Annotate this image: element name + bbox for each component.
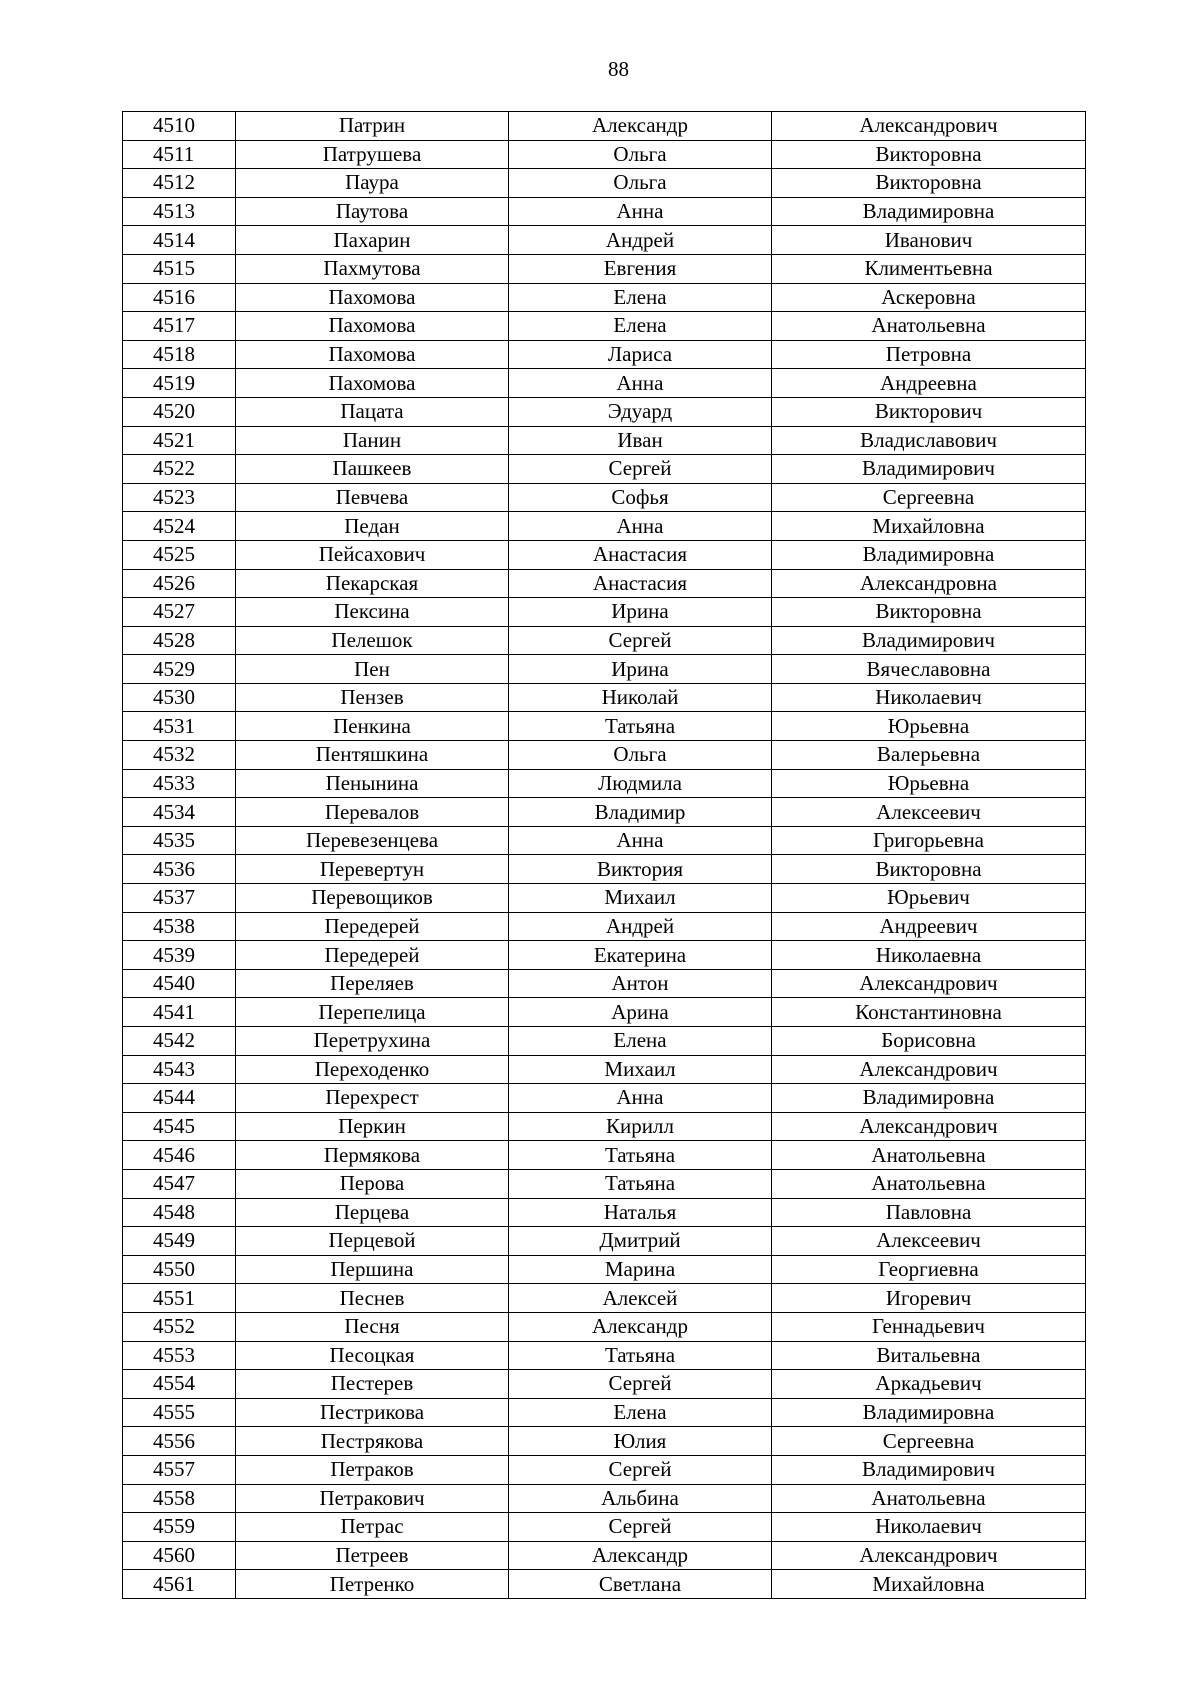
- table-row: [123, 683, 1086, 712]
- last-name: Пахомова: [236, 369, 509, 398]
- last-name: Пахомова: [236, 340, 509, 369]
- table-row: [123, 655, 1086, 684]
- table-row: [123, 1312, 1086, 1341]
- last-name: Перевезенцева: [236, 826, 509, 855]
- last-name: Першина: [236, 1255, 509, 1284]
- table-row: [123, 712, 1086, 741]
- patronymic: Андреевна: [772, 369, 1086, 398]
- last-name: Петракович: [236, 1484, 509, 1513]
- table-row: [123, 1541, 1086, 1570]
- table-row: [123, 1570, 1086, 1599]
- record-number: 4525: [123, 540, 236, 569]
- patronymic: Владиславович: [772, 426, 1086, 455]
- patronymic: Климентьевна: [772, 254, 1086, 283]
- registry-table-body: [123, 112, 1086, 1599]
- table-row: [123, 1141, 1086, 1170]
- last-name: Пекарская: [236, 569, 509, 598]
- patronymic: Юрьевич: [772, 884, 1086, 913]
- first-name: Сергей: [509, 1455, 772, 1484]
- patronymic: Петровна: [772, 340, 1086, 369]
- first-name: Наталья: [509, 1198, 772, 1227]
- patronymic: Николаевич: [772, 1513, 1086, 1542]
- record-number: 4534: [123, 798, 236, 827]
- last-name: Пенынина: [236, 769, 509, 798]
- patronymic: Аркадьевич: [772, 1370, 1086, 1399]
- first-name: Анна: [509, 512, 772, 541]
- table-row: [123, 426, 1086, 455]
- last-name: Пахомова: [236, 283, 509, 312]
- record-number: 4520: [123, 397, 236, 426]
- first-name: Ольга: [509, 140, 772, 169]
- record-number: 4552: [123, 1312, 236, 1341]
- record-number: 4540: [123, 969, 236, 998]
- first-name: Татьяна: [509, 712, 772, 741]
- table-row: [123, 312, 1086, 341]
- table-row: [123, 998, 1086, 1027]
- patronymic: Викторовна: [772, 169, 1086, 198]
- last-name: Пензев: [236, 683, 509, 712]
- record-number: 4546: [123, 1141, 236, 1170]
- table-row: [123, 1027, 1086, 1056]
- patronymic: Викторович: [772, 397, 1086, 426]
- record-number: 4536: [123, 855, 236, 884]
- last-name: Пахмутова: [236, 254, 509, 283]
- first-name: Кирилл: [509, 1112, 772, 1141]
- last-name: Передерей: [236, 941, 509, 970]
- first-name: Людмила: [509, 769, 772, 798]
- patronymic: Владимировна: [772, 1084, 1086, 1113]
- patronymic: Павловна: [772, 1198, 1086, 1227]
- patronymic: Владимирович: [772, 626, 1086, 655]
- patronymic: Александрович: [772, 1112, 1086, 1141]
- last-name: Пексина: [236, 598, 509, 627]
- last-name: Петреев: [236, 1541, 509, 1570]
- last-name: Патрушева: [236, 140, 509, 169]
- patronymic: Игоревич: [772, 1284, 1086, 1313]
- last-name: Перова: [236, 1169, 509, 1198]
- first-name: Елена: [509, 312, 772, 341]
- patronymic: Викторовна: [772, 140, 1086, 169]
- record-number: 4553: [123, 1341, 236, 1370]
- table-row: [123, 1084, 1086, 1113]
- table-row: [123, 884, 1086, 913]
- last-name: Перевалов: [236, 798, 509, 827]
- record-number: 4544: [123, 1084, 236, 1113]
- table-row: [123, 1169, 1086, 1198]
- record-number: 4535: [123, 826, 236, 855]
- record-number: 4533: [123, 769, 236, 798]
- first-name: Елена: [509, 1027, 772, 1056]
- record-number: 4541: [123, 998, 236, 1027]
- record-number: 4510: [123, 112, 236, 141]
- table-row: [123, 1370, 1086, 1399]
- first-name: Иван: [509, 426, 772, 455]
- table-row: [123, 1427, 1086, 1456]
- first-name: Сергей: [509, 1370, 772, 1399]
- record-number: 4549: [123, 1227, 236, 1256]
- first-name: Анастасия: [509, 540, 772, 569]
- record-number: 4517: [123, 312, 236, 341]
- first-name: Сергей: [509, 626, 772, 655]
- patronymic: Викторовна: [772, 855, 1086, 884]
- patronymic: Александрович: [772, 969, 1086, 998]
- last-name: Перевертун: [236, 855, 509, 884]
- record-number: 4527: [123, 598, 236, 627]
- first-name: Александр: [509, 1312, 772, 1341]
- last-name: Переляев: [236, 969, 509, 998]
- patronymic: Владимирович: [772, 1455, 1086, 1484]
- patronymic: Анатольевна: [772, 1141, 1086, 1170]
- first-name: Дмитрий: [509, 1227, 772, 1256]
- record-number: 4548: [123, 1198, 236, 1227]
- record-number: 4538: [123, 912, 236, 941]
- patronymic: Валерьевна: [772, 741, 1086, 770]
- page-number: 88: [608, 57, 629, 81]
- last-name: Педан: [236, 512, 509, 541]
- record-number: 4516: [123, 283, 236, 312]
- table-row: [123, 826, 1086, 855]
- last-name: Пермякова: [236, 1141, 509, 1170]
- last-name: Паура: [236, 169, 509, 198]
- patronymic: Александрович: [772, 1055, 1086, 1084]
- first-name: Елена: [509, 1398, 772, 1427]
- record-number: 4545: [123, 1112, 236, 1141]
- patronymic: Вячеславовна: [772, 655, 1086, 684]
- record-number: 4543: [123, 1055, 236, 1084]
- first-name: Анна: [509, 197, 772, 226]
- record-number: 4528: [123, 626, 236, 655]
- table-row: [123, 512, 1086, 541]
- first-name: Виктория: [509, 855, 772, 884]
- last-name: Панин: [236, 426, 509, 455]
- patronymic: Сергеевна: [772, 483, 1086, 512]
- table-row: [123, 1255, 1086, 1284]
- patronymic: Анатольевна: [772, 312, 1086, 341]
- patronymic: Николаевна: [772, 941, 1086, 970]
- table-row: [123, 855, 1086, 884]
- last-name: Пенкина: [236, 712, 509, 741]
- record-number: 4547: [123, 1169, 236, 1198]
- patronymic: Владимировна: [772, 540, 1086, 569]
- last-name: Песнев: [236, 1284, 509, 1313]
- last-name: Петраков: [236, 1455, 509, 1484]
- patronymic: Александровна: [772, 569, 1086, 598]
- table-row: [123, 226, 1086, 255]
- last-name: Паутова: [236, 197, 509, 226]
- last-name: Патрин: [236, 112, 509, 141]
- first-name: Анастасия: [509, 569, 772, 598]
- first-name: Ирина: [509, 598, 772, 627]
- record-number: 4523: [123, 483, 236, 512]
- record-number: 4511: [123, 140, 236, 169]
- record-number: 4513: [123, 197, 236, 226]
- patronymic: Георгиевна: [772, 1255, 1086, 1284]
- record-number: 4550: [123, 1255, 236, 1284]
- record-number: 4554: [123, 1370, 236, 1399]
- table-row: [123, 769, 1086, 798]
- last-name: Пен: [236, 655, 509, 684]
- table-row: [123, 912, 1086, 941]
- record-number: 4529: [123, 655, 236, 684]
- record-number: 4519: [123, 369, 236, 398]
- patronymic: Борисовна: [772, 1027, 1086, 1056]
- record-number: 4524: [123, 512, 236, 541]
- record-number: 4537: [123, 884, 236, 913]
- record-number: 4530: [123, 683, 236, 712]
- record-number: 4521: [123, 426, 236, 455]
- first-name: Светлана: [509, 1570, 772, 1599]
- first-name: Владимир: [509, 798, 772, 827]
- table-row: [123, 741, 1086, 770]
- table-row: [123, 340, 1086, 369]
- first-name: Михаил: [509, 1055, 772, 1084]
- table-row: [123, 1227, 1086, 1256]
- table-row: [123, 1341, 1086, 1370]
- first-name: Андрей: [509, 226, 772, 255]
- record-number: 4542: [123, 1027, 236, 1056]
- table-row: [123, 1198, 1086, 1227]
- first-name: Елена: [509, 283, 772, 312]
- table-row: [123, 197, 1086, 226]
- first-name: Александр: [509, 1541, 772, 1570]
- record-number: 4514: [123, 226, 236, 255]
- record-number: 4561: [123, 1570, 236, 1599]
- table-row: [123, 1455, 1086, 1484]
- first-name: Софья: [509, 483, 772, 512]
- record-number: 4531: [123, 712, 236, 741]
- last-name: Пелешок: [236, 626, 509, 655]
- patronymic: Григорьевна: [772, 826, 1086, 855]
- table-row: [123, 169, 1086, 198]
- patronymic: Геннадьевич: [772, 1312, 1086, 1341]
- patronymic: Михайловна: [772, 512, 1086, 541]
- patronymic: Михайловна: [772, 1570, 1086, 1599]
- first-name: Альбина: [509, 1484, 772, 1513]
- patronymic: Александрович: [772, 112, 1086, 141]
- table-row: [123, 397, 1086, 426]
- first-name: Татьяна: [509, 1341, 772, 1370]
- registry-table: [122, 111, 1086, 1599]
- last-name: Песоцкая: [236, 1341, 509, 1370]
- first-name: Ирина: [509, 655, 772, 684]
- patronymic: Анатольевна: [772, 1169, 1086, 1198]
- last-name: Пахомова: [236, 312, 509, 341]
- patronymic: Андреевич: [772, 912, 1086, 941]
- first-name: Михаил: [509, 884, 772, 913]
- record-number: 4551: [123, 1284, 236, 1313]
- table-row: [123, 369, 1086, 398]
- last-name: Передерей: [236, 912, 509, 941]
- last-name: Пестрякова: [236, 1427, 509, 1456]
- last-name: Перетрухина: [236, 1027, 509, 1056]
- first-name: Евгения: [509, 254, 772, 283]
- last-name: Пацата: [236, 397, 509, 426]
- last-name: Переходенко: [236, 1055, 509, 1084]
- last-name: Певчева: [236, 483, 509, 512]
- table-row: [123, 455, 1086, 484]
- table-row: [123, 569, 1086, 598]
- patronymic: Витальевна: [772, 1341, 1086, 1370]
- patronymic: Владимировна: [772, 1398, 1086, 1427]
- table-row: [123, 140, 1086, 169]
- table-row: [123, 254, 1086, 283]
- last-name: Перепелица: [236, 998, 509, 1027]
- first-name: Сергей: [509, 1513, 772, 1542]
- last-name: Пахарин: [236, 226, 509, 255]
- record-number: 4539: [123, 941, 236, 970]
- first-name: Анна: [509, 826, 772, 855]
- table-row: [123, 283, 1086, 312]
- record-number: 4515: [123, 254, 236, 283]
- patronymic: Аскеровна: [772, 283, 1086, 312]
- record-number: 4518: [123, 340, 236, 369]
- last-name: Песня: [236, 1312, 509, 1341]
- patronymic: Владимирович: [772, 455, 1086, 484]
- first-name: Николай: [509, 683, 772, 712]
- record-number: 4532: [123, 741, 236, 770]
- last-name: Петренко: [236, 1570, 509, 1599]
- first-name: Татьяна: [509, 1169, 772, 1198]
- table-row: [123, 1513, 1086, 1542]
- patronymic: Константиновна: [772, 998, 1086, 1027]
- last-name: Пестрикова: [236, 1398, 509, 1427]
- first-name: Андрей: [509, 912, 772, 941]
- table-row: [123, 1398, 1086, 1427]
- first-name: Алексей: [509, 1284, 772, 1313]
- table-row: [123, 483, 1086, 512]
- first-name: Александр: [509, 112, 772, 141]
- last-name: Перцевой: [236, 1227, 509, 1256]
- record-number: 4560: [123, 1541, 236, 1570]
- first-name: Арина: [509, 998, 772, 1027]
- record-number: 4559: [123, 1513, 236, 1542]
- table-row: [123, 1055, 1086, 1084]
- record-number: 4526: [123, 569, 236, 598]
- table-row: [123, 969, 1086, 998]
- patronymic: Николаевич: [772, 683, 1086, 712]
- patronymic: Владимировна: [772, 197, 1086, 226]
- record-number: 4557: [123, 1455, 236, 1484]
- last-name: Пашкеев: [236, 455, 509, 484]
- record-number: 4558: [123, 1484, 236, 1513]
- last-name: Перехрест: [236, 1084, 509, 1113]
- last-name: Петрас: [236, 1513, 509, 1542]
- table-row: [123, 1284, 1086, 1313]
- patronymic: Алексеевич: [772, 798, 1086, 827]
- first-name: Юлия: [509, 1427, 772, 1456]
- patronymic: Юрьевна: [772, 769, 1086, 798]
- table-row: [123, 626, 1086, 655]
- patronymic: Сергеевна: [772, 1427, 1086, 1456]
- patronymic: Иванович: [772, 226, 1086, 255]
- last-name: Перцева: [236, 1198, 509, 1227]
- first-name: Татьяна: [509, 1141, 772, 1170]
- first-name: Анна: [509, 1084, 772, 1113]
- table-row: [123, 112, 1086, 141]
- table-row: [123, 540, 1086, 569]
- patronymic: Викторовна: [772, 598, 1086, 627]
- patronymic: Алексеевич: [772, 1227, 1086, 1256]
- last-name: Перкин: [236, 1112, 509, 1141]
- record-number: 4522: [123, 455, 236, 484]
- first-name: Антон: [509, 969, 772, 998]
- first-name: Екатерина: [509, 941, 772, 970]
- first-name: Ольга: [509, 169, 772, 198]
- table-row: [123, 798, 1086, 827]
- last-name: Пестерев: [236, 1370, 509, 1399]
- table-row: [123, 1112, 1086, 1141]
- first-name: Лариса: [509, 340, 772, 369]
- last-name: Пейсахович: [236, 540, 509, 569]
- last-name: Перевощиков: [236, 884, 509, 913]
- first-name: Марина: [509, 1255, 772, 1284]
- record-number: 4512: [123, 169, 236, 198]
- first-name: Ольга: [509, 741, 772, 770]
- record-number: 4555: [123, 1398, 236, 1427]
- last-name: Пентяшкина: [236, 741, 509, 770]
- record-number: 4556: [123, 1427, 236, 1456]
- table-row: [123, 598, 1086, 627]
- table-row: [123, 1484, 1086, 1513]
- table-row: [123, 941, 1086, 970]
- patronymic: Анатольевна: [772, 1484, 1086, 1513]
- patronymic: Юрьевна: [772, 712, 1086, 741]
- first-name: Сергей: [509, 455, 772, 484]
- patronymic: Александрович: [772, 1541, 1086, 1570]
- first-name: Анна: [509, 369, 772, 398]
- first-name: Эдуард: [509, 397, 772, 426]
